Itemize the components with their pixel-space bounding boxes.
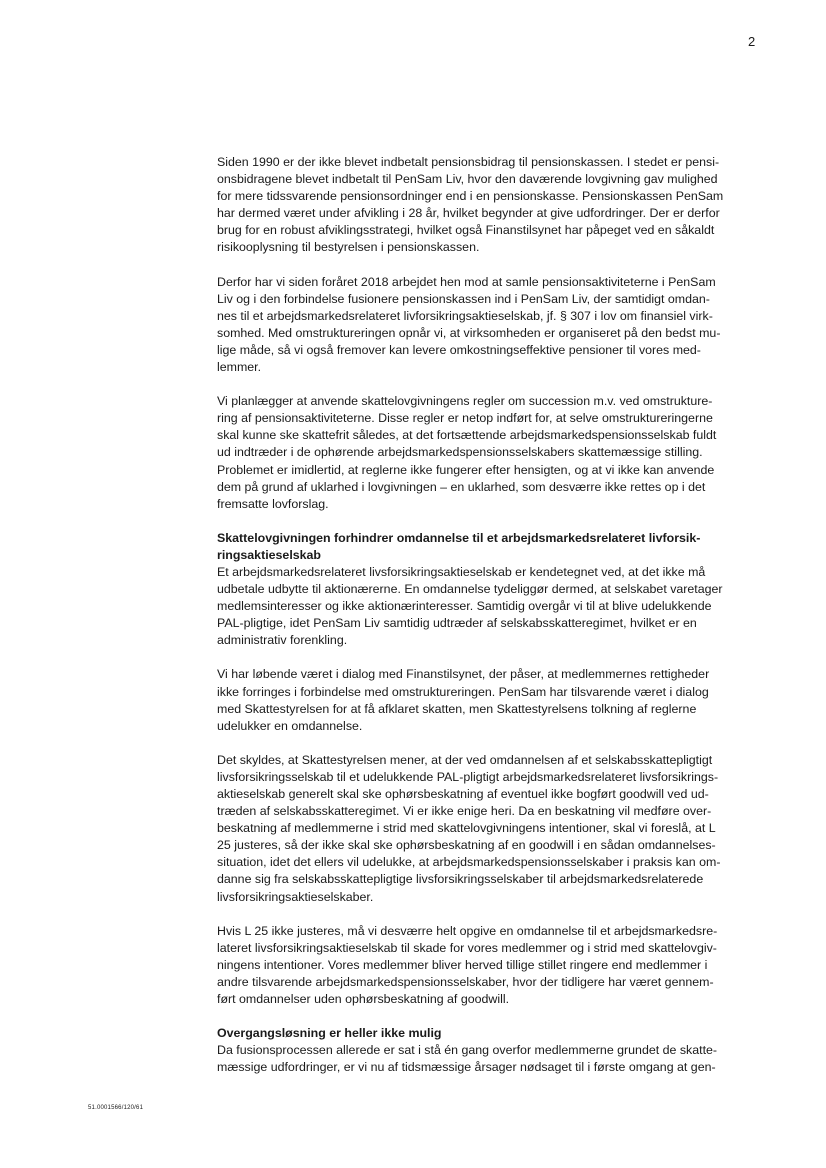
- page-number: 2: [748, 34, 756, 49]
- text-line: med Skattestyrelsen for at få afklaret skatten, men Skattestyrelsens tolkning af reglerne: [217, 701, 697, 716]
- text-line: PAL-pligtige, idet PenSam Liv samtidig udtræder af selskabsskatteregimet, hvilket er en: [217, 616, 697, 631]
- text-line: Vi planlægger at anvende skattelovgivningens regler om succession m.v. ved omstrukture-: [217, 394, 713, 409]
- text-line: for mere tidssvarende pensionsordninger end i en pensionskasse. Pensionskassen PenSam: [217, 189, 724, 204]
- text-line: ningens intentioner. Vores medlemmer bliver herved tillige stillet ringere end medlemmer i: [217, 957, 708, 972]
- text-line: 25 justeres, så der ikke skal ske ophørsbeskatning af en goodwill i en sådan omdannelses-: [217, 838, 716, 853]
- text-line: ud indtræder i de ophørende arbejdsmarkedspensionsselskabers skattemæssige stilling.: [217, 445, 703, 460]
- text-line: har dermed været under afvikling i 28 år, hvilket begynder at give udfordringer. Der er derfor: [217, 206, 720, 221]
- text-line: lemmer.: [217, 360, 262, 375]
- paragraph-l25: [217, 923, 755, 1008]
- text-line: administrativ forenkling.: [217, 633, 348, 648]
- paragraph-restructuring: [217, 274, 755, 377]
- text-line: medlemsinteresser og ikke aktionærinteresser. Samtidig overgår vi til at blive udelukkende: [217, 599, 712, 614]
- text-line: udelukker en omdannelse.: [217, 718, 363, 733]
- paragraph-goodwill: [217, 752, 755, 906]
- text-line: situation, idet det ellers vil udelukke, at arbejdsmarkedspensionsselskaber i praksis kan om-: [217, 855, 721, 870]
- text-line: risikooplysning til bestyrelsen i pensionskassen.: [217, 240, 480, 255]
- text-line: fremsatte lovforslag.: [217, 496, 329, 511]
- text-line: livsforsikringsselskab til et udelukkende PAL-pligtigt arbejdsmarkedsrelateret livsforsikrings-: [217, 769, 719, 784]
- text-line: brug for en robust afviklingsstrategi, hvilket også Finanstilsynet har påpeget ved en såkaldt: [217, 223, 715, 238]
- paragraph-intro: [217, 154, 755, 257]
- text-line: Vi har løbende været i dialog med Finanstilsynet, der påser, at medlemmernes rettigheder: [217, 667, 710, 682]
- text-line: Et arbejdsmarkedsrelateret livsforsikringsaktieselskab er kendetegnet ved, at det ikke må: [217, 564, 706, 579]
- text-line: beskatning af medlemmerne i strid med skattelovgivningens intentioner, skal vi foreslå, at L: [217, 821, 716, 836]
- section-heading-transition: [217, 1025, 755, 1042]
- letter-body: [217, 154, 755, 1076]
- text-line: aktieselskab generelt skal ske ophørsbeskatning af eventuel ikke bogført goodwill ved ud-: [217, 787, 709, 801]
- text-line: lige måde, så vi også fremover kan levere omkostningseffektive pensioner til vores med-: [217, 342, 701, 357]
- text-line: udbetale udbytte til aktionærerne. En omdannelse tydeliggør dermed, at selskabet varetager: [217, 582, 723, 597]
- text-line: træden af selskabsskatteregimet. Vi er ikke enige heri. Da en beskatning vil medføre over-: [217, 804, 712, 819]
- text-line: mæssige udfordringer, er vi nu af tidsmæssige årsager nødsaget til i første omgang at gen-: [217, 1060, 716, 1075]
- heading-line: ringsaktieselskab: [217, 547, 322, 562]
- text-line: danne sig fra selskabsskattepligtige livsforsikringsselskaber til arbejdsmarkedsrelaterede: [217, 872, 704, 887]
- text-line: Hvis L 25 ikke justeres, må vi desværre helt opgive en omdannelse til et arbejdsmarkedsre-: [217, 923, 718, 938]
- text-line: Det skyldes, at Skattestyrelsen mener, at der ved omdannelsen af et selskabsskattepligtigt: [217, 752, 713, 767]
- text-line: andre tilsvarende arbejdsmarkedspensionsselskaber, hvor der tidligere har været gennem-: [217, 974, 714, 989]
- text-line: lateret livsforsikringsaktieselskab til skade for vores medlemmer og i strid med skattelovgiv-: [217, 940, 717, 955]
- paragraph-dialogue: [217, 666, 755, 734]
- text-line: ring af pensionsaktiviteterne. Disse regler er netop indført for, at selve omstruktureringerne: [217, 411, 713, 426]
- document-reference: 51.0001566/120/61: [88, 1105, 144, 1111]
- heading-line: Overgangsløsning er heller ikke mulig: [217, 1026, 442, 1041]
- text-line: nes til et arbejdsmarkedsrelateret livforsikringsaktieselskab, jf. § 307 i lov om finansiel virk-: [217, 308, 713, 323]
- text-line: Liv og i den forbindelse fusionere pensionskassen ind i PenSam Liv, der samtidigt omdan-: [217, 291, 710, 306]
- text-line: Da fusionsprocessen allerede er sat i stå én gang overfor medlemmerne grundet de skatte-: [217, 1043, 718, 1058]
- text-line: ført omdannelser uden ophørsbeskatning af goodwill.: [217, 992, 510, 1007]
- text-line: Derfor har vi siden foråret 2018 arbejdet hen mod at samle pensionsaktiviteterne i PenSam: [217, 274, 716, 289]
- text-line: dem på grund af uklarhed i lovgivningen – en uklarhed, som desværre ikke rettes op i det: [217, 479, 706, 494]
- paragraph-fusion: [217, 1042, 755, 1076]
- text-line: somhed. Med omstruktureringen opnår vi, at virksomheden er organiseret på den bedst mu-: [217, 325, 721, 340]
- text-line: livsforsikringsaktieselskaber.: [217, 889, 374, 904]
- text-line: ikke forringes i forbindelse med omstruktureringen. PenSam har tilsvarende været i dialog: [217, 684, 709, 699]
- text-line: onsbidragene blevet indbetalt til PenSam Liv, hvor den daværende lovgivning gav mulighed: [217, 172, 718, 187]
- text-line: Siden 1990 er der ikke blevet indbetalt pensionsbidrag til pensionskassen. I stedet er pensi-: [217, 155, 720, 169]
- section-heading-tax-legislation: [217, 530, 755, 564]
- paragraph-succession: [217, 393, 755, 513]
- text-line: Problemet er imidlertid, at reglerne ikke fungerer efter hensigten, og at vi ikke kan anvende: [217, 462, 715, 477]
- text-line: skal kunne ske skattefrit således, at det fortsættende arbejdsmarkedspensionsselskab fuldt: [217, 428, 717, 443]
- paragraph-conversion: [217, 564, 755, 649]
- heading-line: Skattelovgivningen forhindrer omdannelse til et arbejdsmarkedsrelateret livforsik-: [217, 530, 701, 545]
